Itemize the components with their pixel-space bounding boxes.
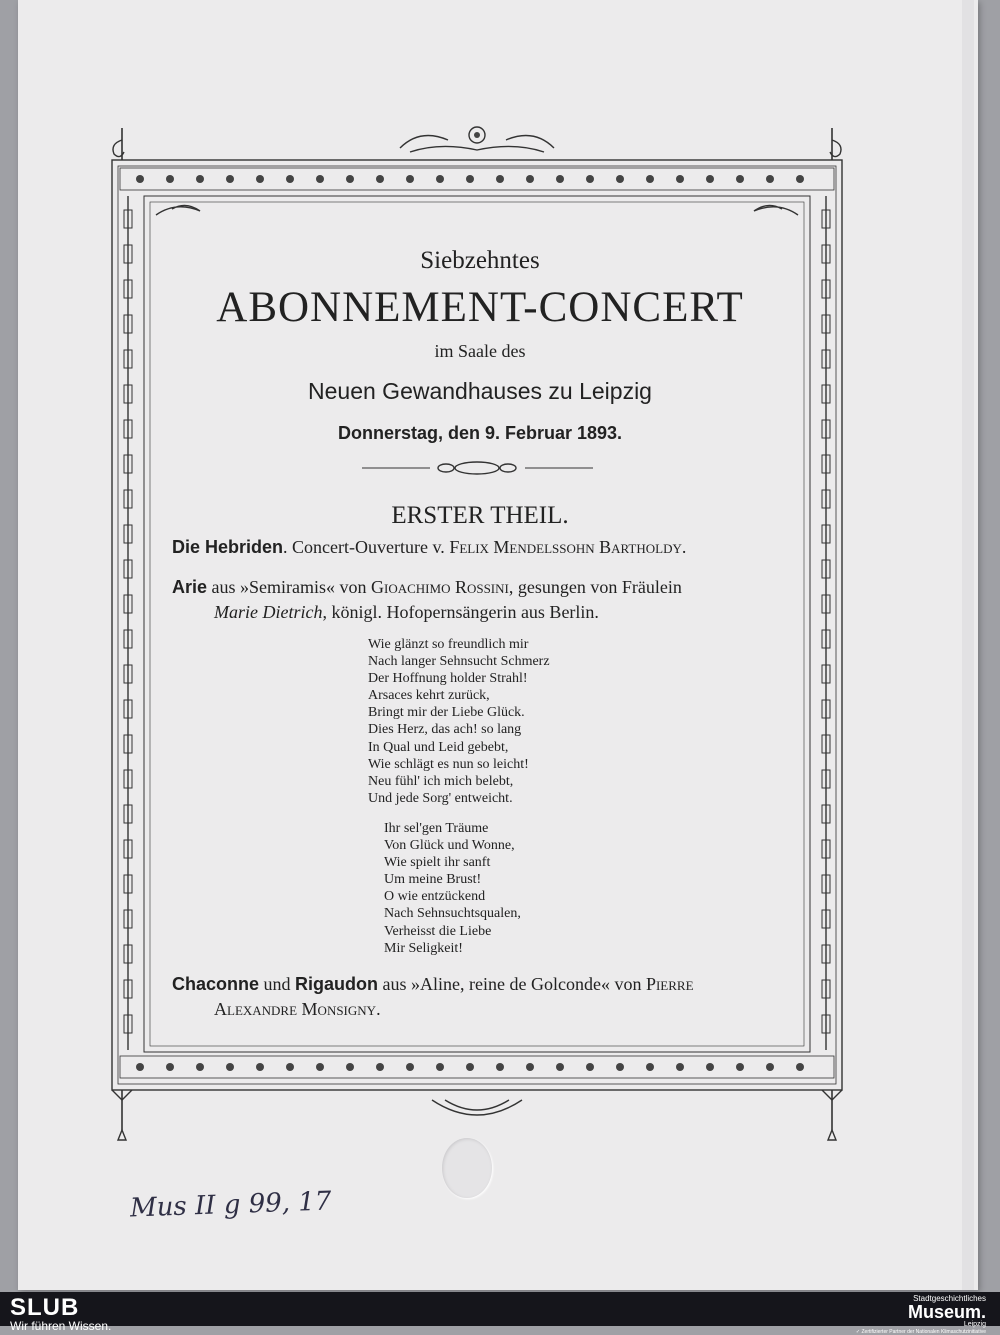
piece-title: Rigaudon — [295, 974, 379, 994]
piece-text: und — [259, 974, 296, 994]
verse-stanza-1 — [368, 636, 550, 807]
piece-text: , königl. Hofopernsängerin aus Berlin. — [322, 602, 599, 622]
venue-intro: im Saale des — [434, 341, 526, 361]
piece-text: , gesungen von Fräulein — [508, 577, 682, 597]
verse-line: Mir Seligkeit! — [384, 940, 463, 956]
museum-small-label: Stadtgeschichtliches — [913, 1294, 986, 1303]
verse-line: Wie schlägt es nun so leicht! — [368, 756, 529, 772]
concert-title: ABONNEMENT-CONCERT — [216, 284, 744, 331]
piece-text: aus »Semiramis« von — [207, 577, 372, 597]
verse-line: Arsaces kehrt zurück, — [368, 688, 490, 704]
handwritten-shelfmark: Mus II g 99, 17 — [129, 1186, 332, 1224]
piece-text: . Concert-Ouverture v. — [283, 537, 450, 557]
museum-city: Leipzig — [963, 1321, 986, 1328]
verse-line: Bringt mir der Liebe Glück. — [368, 705, 525, 721]
concert-date: Donnerstag, den 9. Februar 1893. — [337, 423, 623, 443]
programme-item-chaconne — [172, 972, 812, 1022]
museum-note: ✓ Zertifizierter Partner der Nationalen Klimaschutzinitiative — [855, 1329, 986, 1335]
piece-end: . — [376, 999, 381, 1019]
programme-item-arie — [172, 575, 812, 625]
concert-ordinal: Siebzehntes — [420, 247, 540, 274]
verse-line: Nach Sehnsuchtsqualen, — [384, 906, 521, 922]
piece-title: Arie — [172, 577, 208, 597]
piece-text: aus »Aline, reine de Golconde« von — [378, 974, 646, 994]
bottom-crest-fan — [432, 1100, 522, 1115]
verse-line: Wie glänzt so freundlich mir — [368, 637, 529, 652]
composer-name: Gioachimo Rossini — [371, 577, 509, 597]
verse-line: In Qual und Leid gebebt, — [368, 739, 509, 755]
programme-item-hebriden — [172, 535, 812, 560]
museum-logo[interactable] — [856, 1294, 986, 1335]
part-heading: ERSTER THEIL. — [391, 502, 569, 529]
verse-line: Nach langer Sehnsucht Schmerz — [368, 654, 550, 670]
composer-name: Alexandre Monsigny — [214, 999, 377, 1019]
verse-line: Um meine Brust! — [384, 872, 482, 888]
slub-logo[interactable] — [10, 1296, 111, 1332]
verse-line: Der Hoffnung holder Strahl! — [368, 671, 528, 687]
museum-name: Museum. — [907, 1302, 986, 1322]
composer-name: Felix Mendelssohn Bartholdy — [449, 537, 682, 557]
singer-name: Marie Dietrich — [214, 602, 323, 622]
embossed-seal — [442, 1138, 492, 1198]
verse-line: Von Glück und Wonne, — [384, 838, 515, 854]
piece-end: . — [681, 537, 687, 557]
verse-line: O wie entzückend — [384, 889, 486, 905]
slub-subtitle: Wir führen Wissen. — [10, 1319, 112, 1333]
verse-line: Ihr sel'gen Träume — [384, 821, 489, 836]
piece-title: Die Hebriden — [172, 537, 284, 557]
verse-line: Und jede Sorg' entweicht. — [368, 790, 513, 806]
composer-name: Pierre — [645, 974, 694, 994]
verse-line: Verheisst die Liebe — [384, 923, 492, 939]
verse-line: Neu fühl' ich mich belebt, — [368, 773, 514, 789]
verse-line: Wie spielt ihr sanft — [384, 855, 491, 871]
footer-bar — [0, 1292, 1000, 1335]
venue-name: Neuen Gewandhauses zu Leipzig — [308, 378, 652, 404]
verse-stanza-2 — [384, 820, 521, 957]
piece-title: Chaconne — [172, 974, 260, 994]
slub-title: SLUB — [10, 1294, 80, 1321]
verse-line: Dies Herz, das ach! so lang — [368, 722, 522, 738]
